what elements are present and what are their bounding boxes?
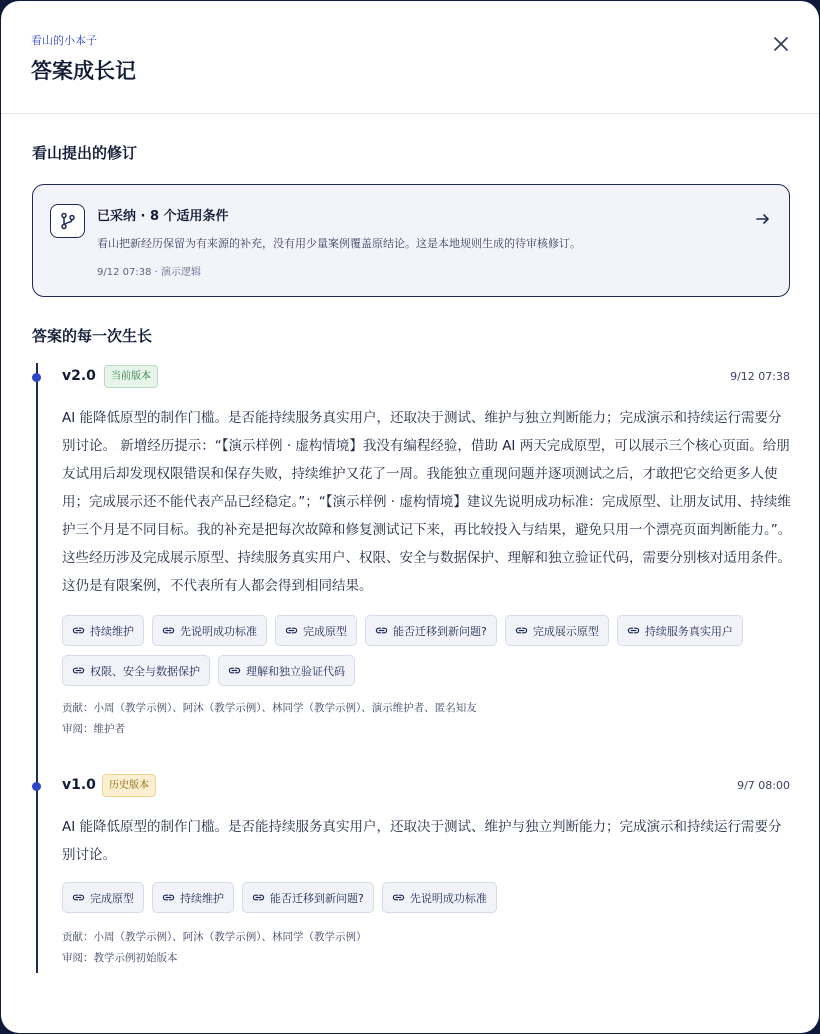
tag-label: 先说明成功标准: [180, 624, 257, 638]
link-icon: [72, 664, 85, 677]
current-version-badge: 当前版本: [104, 365, 158, 388]
condition-tag[interactable]: [382, 882, 497, 913]
link-icon: [285, 624, 298, 637]
condition-tag[interactable]: [242, 882, 374, 913]
link-icon: [162, 891, 175, 904]
tag-label: 理解和独立验证代码: [246, 664, 345, 678]
history-version-badge: 历史版本: [102, 774, 156, 797]
version-answer-text: AI 能降低原型的制作门槛。是否能持续服务真实用户，还取决于测试、维护与独立判断能力；完成演示和持续运行需要分别讨论。 新增经历提示：“【演示样例 · 虚构情境】我没有编程经验，借助 AI 两天完成原型，可以展示三个核心页面。给朋友试用后却发现权限错误和保存失败，持续维护又花了一周。我能独立重现问题并逐项测试之后，才敢把它交给更多人使用；完成展示还不能代表产品已经稳定。”；“【演示样例 · 虚构情境】建议先说明成功标准：完成原型、让朋友试用、持续维护三个月是不同目标。我的补充是把每次故障和修复测试记下来，再比较投入与结果，避免只用一个漂亮页面判断能力。”。这些经历涉及完成展示原型、持续服务真实用户、权限、安全与数据保护、理解和独立验证代码，需要分别核对适用条件。这仍是有限案例，不代表所有人都会得到相同结果。: [62, 410, 792, 594]
tag-label: 完成原型: [303, 624, 347, 638]
link-icon: [72, 891, 85, 904]
reviewer-text: 审阅：维护者: [62, 723, 125, 735]
link-icon: [72, 624, 85, 637]
tag-label: 完成原型: [90, 891, 134, 905]
condition-tag[interactable]: [62, 615, 144, 646]
revision-card[interactable]: [32, 184, 790, 297]
growth-section-title: 答案的每一次生长: [32, 327, 153, 345]
link-icon: [392, 891, 405, 904]
condition-tag[interactable]: [62, 655, 210, 686]
link-icon: [252, 891, 265, 904]
condition-tag[interactable]: [152, 882, 234, 913]
link-icon: [627, 624, 640, 637]
contributors-text: 贡献：小周（教学示例）、阿沐（教学示例）、林同学（教学示例）: [62, 931, 367, 943]
timeline-dot: [32, 373, 41, 382]
condition-tag[interactable]: [275, 615, 357, 646]
dialog-title: 答案成长记: [31, 59, 136, 83]
link-icon: [228, 664, 241, 677]
revision-section-title: 看山提出的修订: [32, 144, 138, 162]
version-credits: [62, 927, 367, 969]
condition-tag[interactable]: [505, 615, 609, 646]
notebook-kicker: 看山的小本子: [31, 34, 97, 47]
revision-description: 看山把新经历保留为有来源的补充，没有用少量案例覆盖原结论。这是本地规则生成的待审核修订。: [97, 237, 581, 250]
condition-tags: [62, 615, 792, 686]
contributors-text: 贡献：小周（教学示例）、阿沐（教学示例）、林同学（教学示例）、演示维护者、匿名知友: [62, 702, 477, 714]
tag-label: 能否迁移到新问题?: [393, 624, 487, 638]
version-date: 9/7 08:00: [737, 779, 790, 792]
revision-status-title: 已采纳 · 8 个适用条件: [97, 209, 229, 224]
tag-label: 能否迁移到新问题?: [270, 891, 364, 905]
tag-label: 先说明成功标准: [409, 891, 487, 905]
link-icon: [375, 624, 388, 637]
condition-tag[interactable]: [62, 882, 144, 913]
link-icon: [515, 624, 528, 637]
version-credits: [62, 698, 477, 740]
link-icon: [162, 624, 175, 637]
condition-tag[interactable]: [218, 655, 355, 686]
timeline-dot: [32, 782, 41, 791]
tag-label: 持续维护: [90, 624, 134, 638]
tag-label: 完成展示原型: [532, 624, 599, 638]
version-answer-text: AI 能降低原型的制作门槛。是否能持续服务真实用户，还取决于测试、维护与独立判断能力；完成演示和持续运行需要分别讨论。: [62, 819, 782, 863]
dialog-header: [1, 1, 819, 114]
version-label: v1.0: [62, 777, 96, 793]
close-icon[interactable]: [771, 34, 791, 54]
condition-tag[interactable]: [617, 615, 743, 646]
revision-meta: 9/12 07:38 · 演示逻辑: [97, 267, 201, 278]
condition-tag[interactable]: [365, 615, 497, 646]
timeline-line: [36, 363, 38, 973]
reviewer-text: 审阅：教学示例初始版本: [62, 952, 178, 964]
condition-tag[interactable]: [152, 615, 267, 646]
version-date: 9/12 07:38: [730, 370, 790, 383]
tag-label: 持续服务真实用户: [644, 624, 733, 638]
version-label: v2.0: [62, 368, 96, 384]
answer-growth-dialog: [1, 1, 819, 1033]
tag-label: 权限、安全与数据保护: [90, 664, 200, 678]
tag-label: 持续维护: [180, 891, 224, 905]
git-branch-icon: [50, 204, 85, 238]
arrow-right-icon[interactable]: [755, 211, 771, 227]
condition-tags: [62, 882, 792, 913]
